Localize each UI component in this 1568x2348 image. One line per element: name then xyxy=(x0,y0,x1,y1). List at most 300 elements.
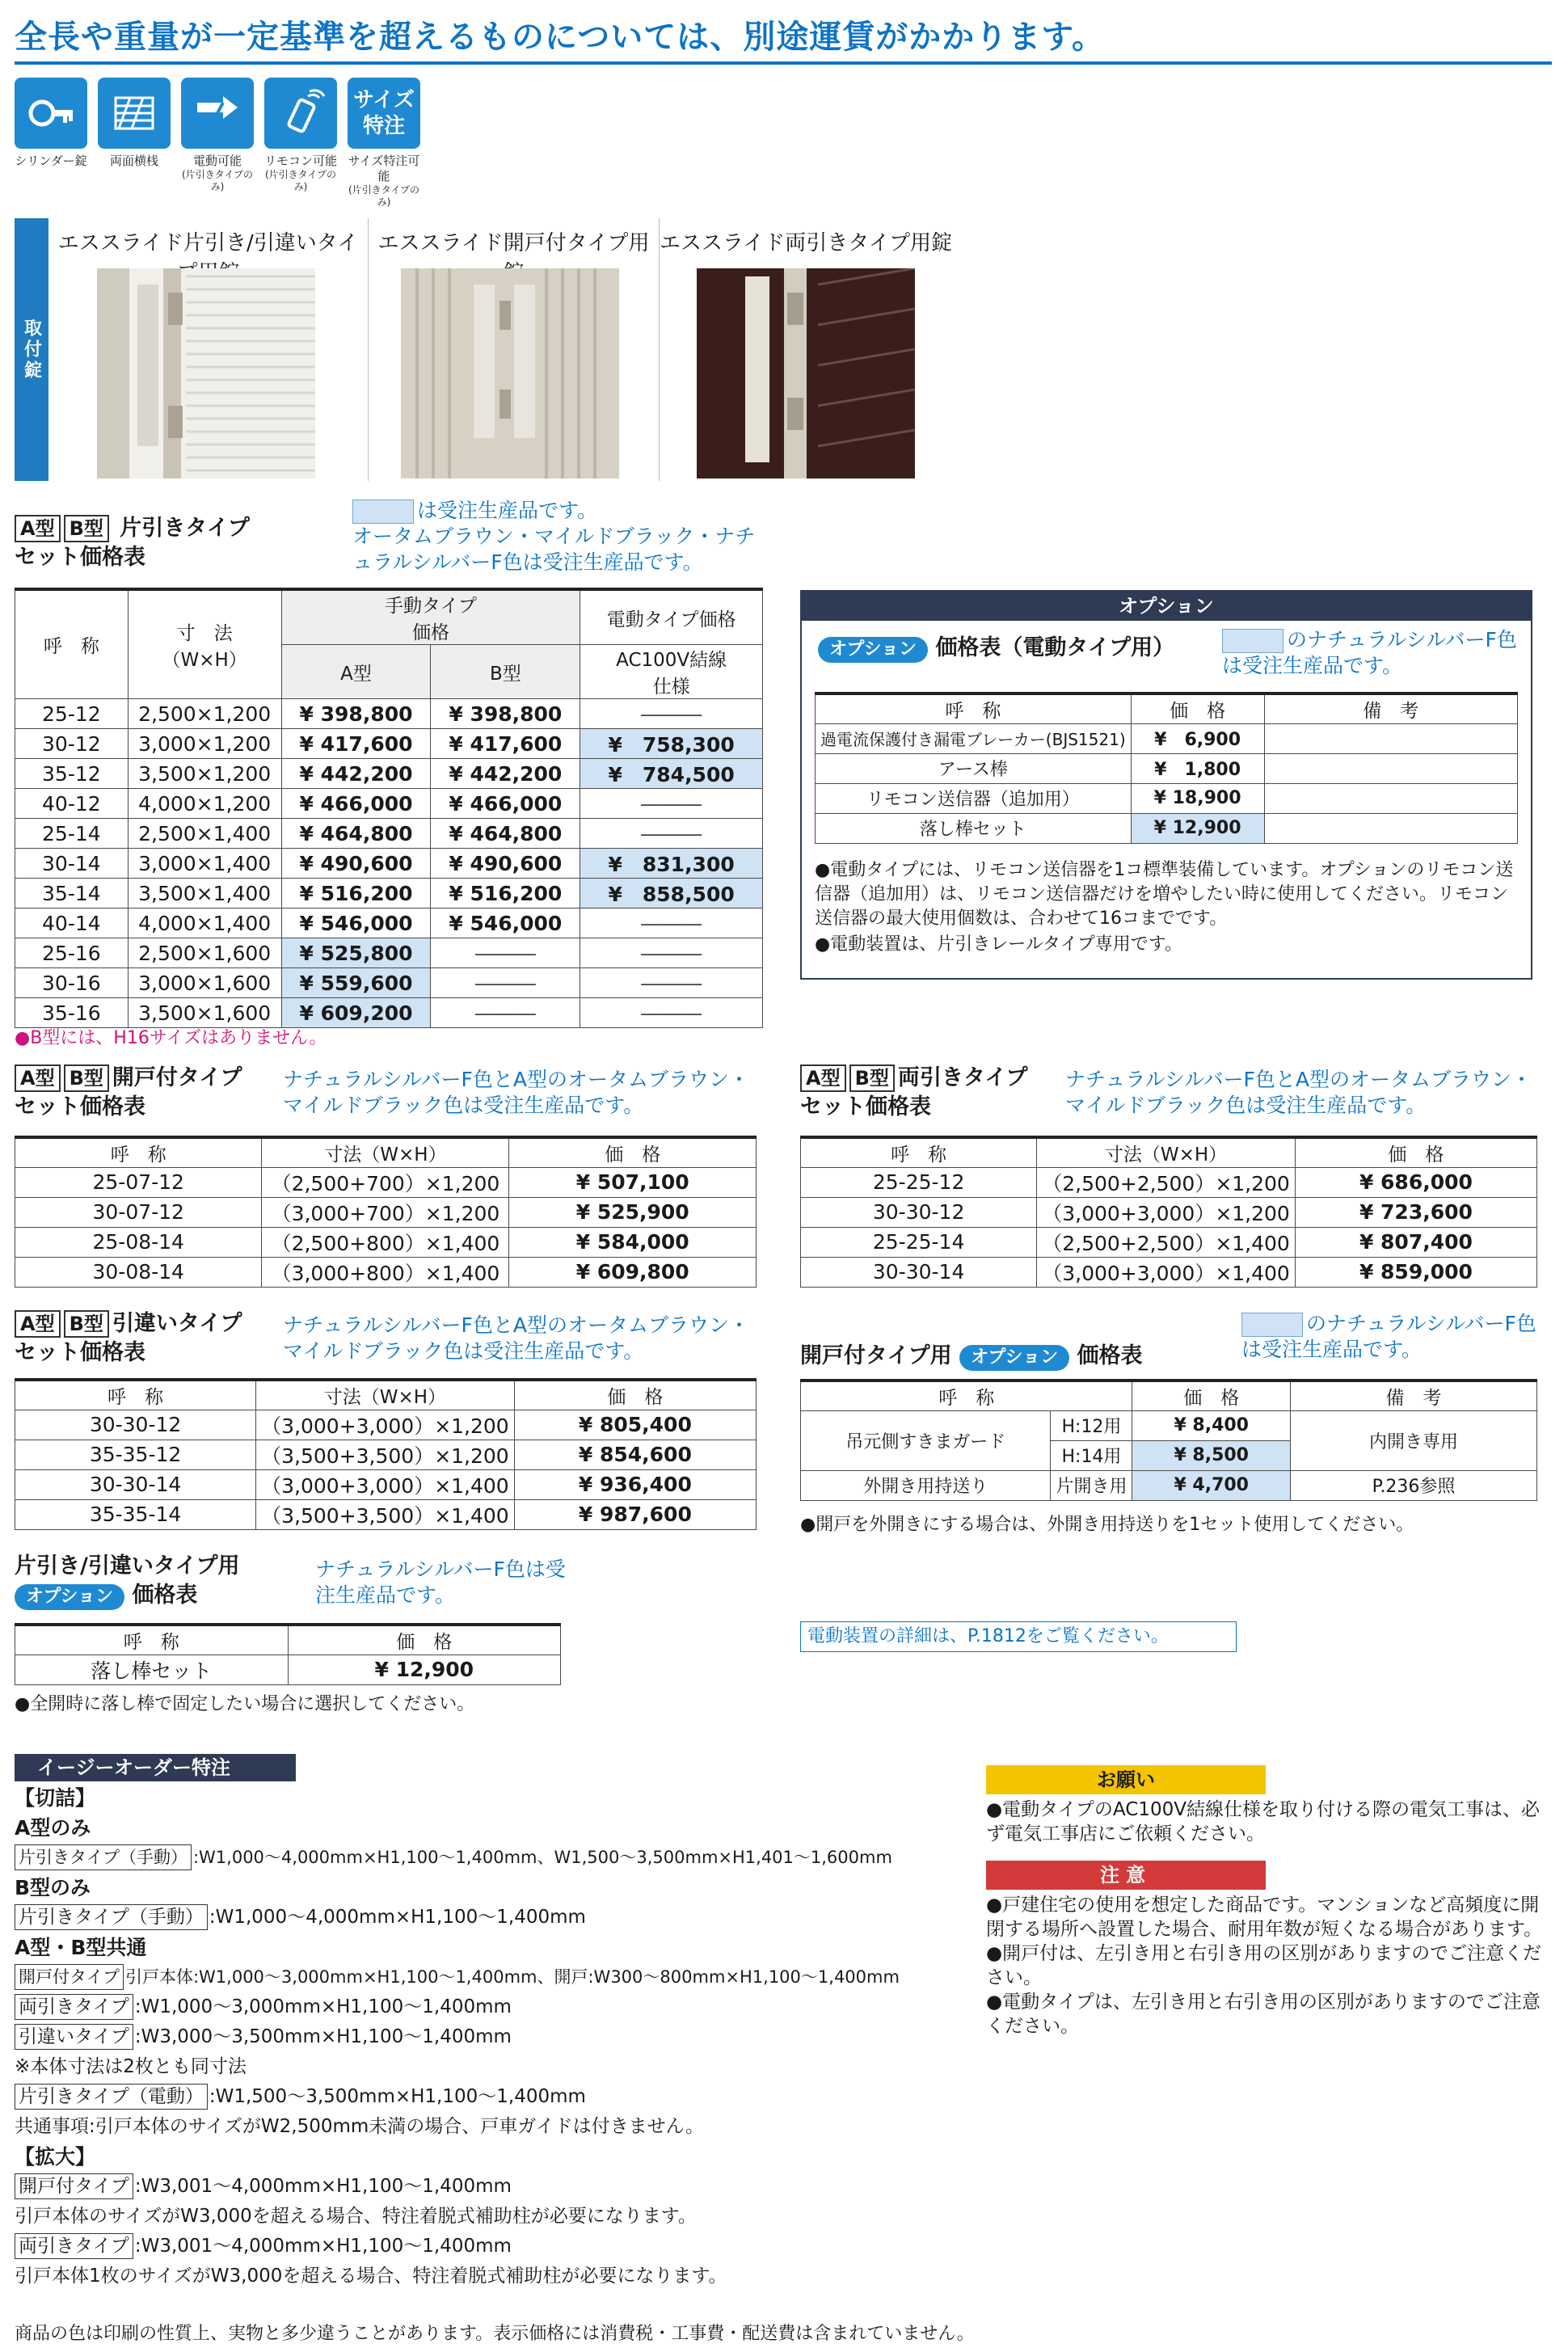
highlight-legend-swatch xyxy=(1241,1313,1303,1337)
table-row xyxy=(801,1257,1537,1287)
cell-name: 35-35-12 xyxy=(15,1440,256,1469)
order-label: 開戸付タイプ xyxy=(15,1964,124,1990)
section-title: 両引きタイプ xyxy=(897,1065,1028,1090)
col-header-size xyxy=(128,589,281,699)
cell-price-a: ¥ 609,200 xyxy=(281,998,431,1028)
order-text: :W3,000～3,500mm×H1,100～1,400mm xyxy=(134,2026,512,2047)
table-row xyxy=(15,729,763,759)
order-heading: 【拡大】 xyxy=(15,2145,96,2169)
cell-name: 落し棒セット xyxy=(816,813,1132,843)
cell-price: ¥ 8,500 xyxy=(1132,1440,1291,1470)
cell-sub: H:12用 xyxy=(1051,1410,1132,1440)
col-header-price: 価 格 xyxy=(509,1137,757,1167)
remote-control-icon xyxy=(264,78,337,149)
col-header-note: 備 考 xyxy=(1264,693,1517,723)
kaido-price-table xyxy=(15,1136,757,1288)
highlight-legend-swatch xyxy=(1222,629,1283,653)
cell-name: 30-07-12 xyxy=(15,1197,262,1227)
cell-price-b: ¥ 490,600 xyxy=(431,849,580,879)
cell-name: 35-16 xyxy=(15,998,129,1028)
cell-price-b: ¥ 464,800 xyxy=(431,819,580,849)
cell-price-a: ¥ 546,000 xyxy=(281,908,431,938)
col-header-name: 呼 称 xyxy=(15,589,129,699)
cell-price-electric: ¥ 831,300 xyxy=(580,849,763,879)
cell-size: （3,500+3,500）×1,400 xyxy=(256,1499,515,1529)
cell-size: （2,500+2,500）×1,400 xyxy=(1037,1227,1296,1257)
cell-size: （2,500+2,500）×1,200 xyxy=(1037,1167,1296,1197)
cell-price-electric: ――― xyxy=(580,968,763,998)
cell-size: 3,500×1,200 xyxy=(128,759,281,789)
table-row xyxy=(816,783,1518,813)
cell-name: 25-16 xyxy=(15,938,129,968)
cell-price: ¥ 987,600 xyxy=(514,1499,756,1529)
cell-name: 40-12 xyxy=(15,789,129,819)
option-price-table xyxy=(815,692,1518,844)
cell-name: 25-25-14 xyxy=(801,1227,1037,1257)
col-header-price: 価 格 xyxy=(1132,1381,1291,1410)
table-row xyxy=(15,1410,757,1440)
col-header-manual xyxy=(281,589,580,645)
kata-option-table xyxy=(15,1623,561,1685)
table-row xyxy=(801,1470,1537,1500)
option-pill: オプション xyxy=(818,637,928,663)
col-header-price: 価 格 xyxy=(1295,1137,1536,1167)
kata-title xyxy=(15,514,250,572)
bottom-disclaimer: 商品の色は印刷の性質上、実物と多少違うことがあります。表示価格には消費税・工事費・配送費は含まれていません。 xyxy=(15,2324,975,2344)
cell-name: 吊元側すきまガード xyxy=(801,1410,1051,1470)
option-panel-header: オプション xyxy=(802,592,1531,621)
type-a-tag: A型 xyxy=(15,1310,61,1338)
cell-price-electric: ――― xyxy=(580,819,763,849)
table-row xyxy=(15,879,763,908)
order-text: :W1,500～3,500mm×H1,100～1,400mm xyxy=(209,2086,586,2107)
option-title xyxy=(818,634,1174,663)
cell-price-b: ――― xyxy=(431,998,580,1028)
feature-label: リモコン可能 xyxy=(264,154,338,168)
size-special-icon xyxy=(348,78,420,149)
kata-price-table xyxy=(15,588,763,1028)
section-subtitle: セット価格表 xyxy=(800,1094,931,1119)
easy-order-content xyxy=(15,1783,976,2291)
table-row xyxy=(816,813,1518,843)
col-header-name: 呼 称 xyxy=(15,1137,262,1167)
table-row xyxy=(15,968,763,998)
table-row xyxy=(15,1655,561,1684)
legend-text: のナチュラルシルバーF色は受注生産品です。 xyxy=(1222,628,1517,677)
feature-double-side xyxy=(98,78,171,209)
cell-note xyxy=(1264,753,1517,783)
ryo-title xyxy=(800,1064,1028,1122)
table-row xyxy=(15,1499,757,1529)
order-note: 共通事項:引戸本体のサイズがW2,500mm未満の場合、戸車ガイドは付きません。 xyxy=(15,2116,704,2137)
caution-item: ●戸建住宅の使用を想定した商品です。マンションなど高頻度に開閉する場所へ設置した場合、耐用年数が短くなる場合があります。 xyxy=(986,1895,1543,1940)
cell-size: （2,500+700）×1,200 xyxy=(262,1167,509,1197)
feature-electric xyxy=(181,78,254,209)
cell-name: 25-12 xyxy=(15,699,129,729)
type-b-tag: B型 xyxy=(64,515,109,542)
cell-price: ¥ 807,400 xyxy=(1295,1227,1536,1257)
lock-item xyxy=(660,218,952,481)
col-header-name: 呼 称 xyxy=(801,1137,1037,1167)
cell-size: （3,000+3,000）×1,200 xyxy=(256,1410,515,1440)
order-text: :W3,001～4,000mm×H1,100～1,400mm xyxy=(134,2176,512,2197)
section-title: 引違いタイプ xyxy=(112,1311,242,1336)
section-title: 価格表 xyxy=(1077,1343,1143,1368)
col-header-name: 呼 称 xyxy=(15,1380,256,1410)
col-header-size: 寸法（W×H） xyxy=(256,1380,515,1410)
order-text: :W1,000～4,000mm×H1,100～1,400mm、W1,500～3,500mm×H1,401～1,600mm xyxy=(192,1848,892,1867)
kata-option-note: ナチュラルシルバーF色は受注生産品です。 xyxy=(315,1558,566,1607)
double-side-pattern-icon xyxy=(98,78,171,149)
lock-title: エススライド片引き/引違いタイ xyxy=(57,231,359,255)
cell-price: ¥ 12,900 xyxy=(1131,813,1264,843)
cell-name: 30-30-14 xyxy=(15,1469,256,1499)
kaido-option-legend xyxy=(1241,1311,1549,1363)
cell-note xyxy=(1264,813,1517,843)
cell-size: 4,000×1,200 xyxy=(128,789,281,819)
section-subtitle: セット価格表 xyxy=(15,1340,145,1365)
col-header-note: 備 考 xyxy=(1290,1381,1536,1410)
order-label: 片引きタイプ（手動） xyxy=(15,1904,208,1930)
cell-price-a: ¥ 559,600 xyxy=(281,968,431,998)
table-row xyxy=(15,938,763,968)
cell-sub: H:14用 xyxy=(1051,1440,1132,1470)
order-line xyxy=(15,2022,976,2052)
ryo-note: ナチュラルシルバーF色とA型のオータムブラウン・マイルドブラック色は受注生産品です。 xyxy=(1065,1068,1532,1117)
cell-price-b: ¥ 466,000 xyxy=(431,789,580,819)
cell-price: ¥ 723,600 xyxy=(1295,1197,1536,1227)
cell-note xyxy=(1264,723,1517,753)
cell-price-electric: ¥ 758,300 xyxy=(580,729,763,759)
order-line xyxy=(15,1843,976,1873)
cell-price-a: ¥ 516,200 xyxy=(281,879,431,908)
table-row xyxy=(15,849,763,879)
order-heading: A型のみ xyxy=(15,1816,91,1840)
order-label: 片引きタイプ（手動） xyxy=(15,1844,192,1870)
table-row xyxy=(15,1227,757,1257)
icon-text: サイズ xyxy=(353,88,415,112)
col-header-price: 価 格 xyxy=(288,1625,560,1655)
kaido-option-footnote: ●開戸を外開きにする場合は、外開き用持送りを1セット使用してください。 xyxy=(800,1515,1414,1535)
cell-note xyxy=(1264,783,1517,813)
cell-price: ¥ 12,900 xyxy=(288,1655,560,1684)
section-title: 片引きタイプ xyxy=(120,516,250,541)
feature-size-special xyxy=(348,78,420,209)
section-subtitle: セット価格表 xyxy=(15,1094,145,1119)
header-text: 価格 xyxy=(411,622,449,643)
kata-option-title xyxy=(15,1552,240,1610)
cell-price-electric: ――― xyxy=(580,998,763,1028)
type-a-tag: A型 xyxy=(15,1064,61,1092)
cell-price: ¥ 4,700 xyxy=(1132,1470,1291,1500)
cell-price-electric: ¥ 784,500 xyxy=(580,759,763,789)
option-pill: オプション xyxy=(959,1345,1069,1371)
cell-price-a: ¥ 417,600 xyxy=(281,729,431,759)
feature-cylinder xyxy=(15,78,87,209)
col-header-name: 呼 称 xyxy=(15,1625,289,1655)
order-line xyxy=(15,1903,976,1933)
cell-price: ¥ 525,900 xyxy=(509,1197,757,1227)
cell-price: ¥ 859,000 xyxy=(1295,1257,1536,1287)
caution-item: ●電動タイプは、左引き用と右引き用の区別がありますのでご注意ください。 xyxy=(986,1992,1541,2037)
col-header-electric: 電動タイプ価格 xyxy=(580,589,763,645)
cell-size: （3,500+3,500）×1,200 xyxy=(256,1440,515,1469)
page-headline: 全長や重量が一定基準を超えるものについては、別途運賃がかかります。 xyxy=(15,19,1105,56)
cell-price-b: ¥ 516,200 xyxy=(431,879,580,908)
cell-name: 30-14 xyxy=(15,849,129,879)
order-text: :W1,000～3,000mm×H1,100～1,400mm xyxy=(134,1996,512,2017)
cell-price: ¥ 1,800 xyxy=(1131,753,1264,783)
cell-price: ¥ 936,400 xyxy=(514,1469,756,1499)
cell-size: 3,000×1,200 xyxy=(128,729,281,759)
table-row xyxy=(15,1440,757,1469)
cell-price: ¥ 584,000 xyxy=(509,1227,757,1257)
table-row xyxy=(15,819,763,849)
cell-size: 3,000×1,400 xyxy=(128,849,281,879)
order-label: 両引きタイプ xyxy=(15,2233,133,2259)
feature-label: サイズ特注可能 xyxy=(348,154,420,183)
cell-price: ¥ 507,100 xyxy=(509,1167,757,1197)
type-b-tag: B型 xyxy=(64,1064,109,1092)
order-text: :W1,000～4,000mm×H1,100～1,400mm xyxy=(209,1907,586,1928)
cell-name: 35-14 xyxy=(15,879,129,908)
order-note: 引戸本体のサイズがW3,000を超える場合、特注着脱式補助柱が必要になります。 xyxy=(15,2206,697,2227)
kaido-option-table xyxy=(800,1379,1537,1501)
order-line xyxy=(15,1962,976,1992)
hikichigai-title xyxy=(15,1309,242,1368)
feature-icons xyxy=(15,78,420,209)
cell-name: アース棒 xyxy=(816,753,1132,783)
lock-photo xyxy=(697,268,915,478)
lock-item xyxy=(369,218,660,481)
cell-price-a: ¥ 398,800 xyxy=(281,699,431,729)
feature-label: 電動可能 xyxy=(192,154,242,168)
table-row xyxy=(816,723,1518,753)
kata-footnote: ●B型には、H16サイズはありません。 xyxy=(15,1028,327,1048)
order-label: 引違いタイプ xyxy=(15,2024,133,2050)
cell-name: 外開き用持送り xyxy=(801,1470,1051,1500)
table-row xyxy=(15,1167,757,1197)
order-heading: B型のみ xyxy=(15,1876,91,1899)
table-row xyxy=(15,759,763,789)
table-row xyxy=(15,1257,757,1287)
note-text: オータムブラウン・マイルドブラック・ナチュラルシルバーF色は受注生産品です。 xyxy=(352,525,756,574)
order-line xyxy=(15,2172,976,2202)
order-text: 引戸本体:W1,000～3,000mm×H1,100～1,400mm、開戸:W300～800mm×H1,100～1,400mm xyxy=(124,1967,900,1987)
cell-name: 25-08-14 xyxy=(15,1227,262,1257)
kaido-option-title xyxy=(800,1342,1143,1371)
hikichigai-note: ナチュラルシルバーF色とA型のオータムブラウン・マイルドブラック色は受注生産品です。 xyxy=(283,1313,749,1363)
cell-name: 35-12 xyxy=(15,759,129,789)
cell-name: 30-16 xyxy=(15,968,129,998)
cell-size: （3,000+3,000）×1,400 xyxy=(1037,1257,1296,1287)
cell-name: 落し棒セット xyxy=(15,1655,289,1684)
col-header-price: 価 格 xyxy=(1131,693,1264,723)
cell-price: ¥ 6,900 xyxy=(1131,723,1264,753)
cell-price: ¥ 805,400 xyxy=(514,1410,756,1440)
lock-title: エススライド開戸付タイプ用 xyxy=(377,231,650,255)
col-header-name: 呼 称 xyxy=(801,1381,1132,1410)
option-title-text: 価格表（電動タイプ用） xyxy=(935,635,1175,660)
cell-size: 2,500×1,600 xyxy=(128,938,281,968)
cell-name: 30-30-14 xyxy=(801,1257,1037,1287)
header-text: 手動タイプ xyxy=(385,596,477,617)
highlight-legend-swatch xyxy=(352,500,414,524)
lock-title: エススライド両引きタイプ用錠 xyxy=(660,231,952,255)
cell-price-a: ¥ 442,200 xyxy=(281,759,431,789)
option-note: ●電動装置は、片引きレールタイプ専用です。 xyxy=(815,934,1183,955)
order-note: ※本体寸法は2枚とも同寸法 xyxy=(15,2056,247,2077)
feature-label: 両面横桟 xyxy=(109,154,158,168)
lock-section xyxy=(15,218,952,481)
col-header-ac xyxy=(580,645,763,699)
feature-sub: (片引きタイプのみ) xyxy=(348,184,420,208)
cell-name: 35-35-14 xyxy=(15,1499,256,1529)
table-row xyxy=(816,753,1518,783)
header-text: AC100V結線 xyxy=(616,650,727,671)
header-text: （W×H） xyxy=(162,649,247,671)
col-header-b: B型 xyxy=(431,645,580,699)
type-a-tag: A型 xyxy=(15,515,61,542)
option-panel xyxy=(800,590,1532,980)
cell-name: 30-30-12 xyxy=(15,1410,256,1440)
cell-price: ¥ 609,800 xyxy=(509,1257,757,1287)
cell-price-a: ¥ 525,800 xyxy=(281,938,431,968)
table-row xyxy=(801,1410,1537,1440)
legend-text: のナチュラルシルバーF色は受注生産品です。 xyxy=(1241,1312,1536,1361)
electric-icon xyxy=(181,78,254,149)
cell-size: （2,500+800）×1,400 xyxy=(262,1227,509,1257)
cell-size: 2,500×1,200 xyxy=(128,699,281,729)
ryo-price-table xyxy=(800,1136,1537,1288)
request-ribbon: お願い xyxy=(986,1765,1266,1794)
header-text: 仕様 xyxy=(652,677,690,698)
section-title: 開戸付タイプ用 xyxy=(800,1343,952,1368)
cell-name: 25-14 xyxy=(15,819,129,849)
cell-price: ¥ 8,400 xyxy=(1132,1410,1291,1440)
order-heading: A型・B型共通 xyxy=(15,1936,147,1959)
cell-price-electric: ――― xyxy=(580,699,763,729)
table-row xyxy=(801,1197,1537,1227)
legend-text: は受注生産品です。 xyxy=(417,499,598,522)
table-row xyxy=(15,1197,757,1227)
electric-detail-link[interactable]: 電動装置の詳細は、P.1812をご覧ください。 xyxy=(800,1621,1237,1652)
cell-price-a: ¥ 466,000 xyxy=(281,789,431,819)
cell-name: 40-14 xyxy=(15,908,129,938)
type-b-tag: B型 xyxy=(849,1064,895,1092)
lock-item xyxy=(48,218,369,481)
section-title: 開戸付タイプ xyxy=(112,1065,242,1090)
headline-rule xyxy=(15,61,1552,65)
table-row xyxy=(15,998,763,1028)
lock-photo xyxy=(97,268,315,478)
cell-size: （3,000+800）×1,400 xyxy=(262,1257,509,1287)
order-label: 片引きタイプ（電動） xyxy=(15,2084,208,2110)
hikichigai-price-table xyxy=(15,1378,757,1530)
order-heading: 【切詰】 xyxy=(15,1786,96,1810)
caution-list xyxy=(986,1893,1544,2038)
section-title: 片引き/引違いタイプ用 xyxy=(15,1553,240,1579)
caution-ribbon: 注意 xyxy=(986,1861,1266,1890)
cell-name: 30-08-14 xyxy=(15,1257,262,1287)
type-a-tag: A型 xyxy=(800,1064,846,1092)
table-row xyxy=(15,908,763,938)
option-pill: オプション xyxy=(15,1584,124,1610)
cell-size: 4,000×1,400 xyxy=(128,908,281,938)
order-line xyxy=(15,2232,976,2262)
cell-size: （3,000+3,000）×1,200 xyxy=(1037,1197,1296,1227)
col-header-name: 呼 称 xyxy=(816,693,1132,723)
cell-price-a: ¥ 464,800 xyxy=(281,819,431,849)
feature-remote xyxy=(264,78,337,209)
col-header-size: 寸法（W×H） xyxy=(262,1137,509,1167)
cell-name: 30-30-12 xyxy=(801,1197,1037,1227)
cell-price-b: ¥ 417,600 xyxy=(431,729,580,759)
caution-item: ●開戸付は、左引き用と右引き用の区別がありますのでご注意ください。 xyxy=(986,1943,1542,1988)
cell-size: 3,000×1,600 xyxy=(128,968,281,998)
table-row xyxy=(15,789,763,819)
option-note: ●電動タイプには、リモコン送信器を1コ標準装備しています。オプションのリモコン送信器（追加用）は、リモコン送信器だけを増やしたい時に使用してください。リモコン送信器の最大使用個数は、合わせて16コまでです。 xyxy=(815,860,1514,929)
order-line xyxy=(15,1992,976,2022)
type-b-tag: B型 xyxy=(64,1310,109,1338)
cell-name: 過電流保護付き漏電ブレーカー(BJS1521) xyxy=(816,723,1132,753)
section-subtitle: セット価格表 xyxy=(15,545,145,570)
kaido-title xyxy=(15,1064,242,1122)
col-header-a: A型 xyxy=(281,645,431,699)
table-row xyxy=(15,1469,757,1499)
feature-sub: (片引きタイプのみ) xyxy=(181,169,254,192)
order-label: 両引きタイプ xyxy=(15,1994,133,2020)
cell-name: リモコン送信器（追加用） xyxy=(816,783,1132,813)
cell-note: P.236参照 xyxy=(1290,1470,1536,1500)
cell-sub: 片開き用 xyxy=(1051,1470,1132,1500)
cell-price-b: ¥ 398,800 xyxy=(431,699,580,729)
cell-price: ¥ 18,900 xyxy=(1131,783,1264,813)
kata-option-footnote: ●全開時に落し棒で固定したい場合に選択してください。 xyxy=(15,1694,475,1714)
order-line xyxy=(15,2082,976,2112)
icon-text: 特注 xyxy=(362,114,405,138)
table-row xyxy=(801,1167,1537,1197)
cell-name: 25-25-12 xyxy=(801,1167,1037,1197)
cell-size: （3,000+3,000）×1,400 xyxy=(256,1469,515,1499)
cell-note: 内開き専用 xyxy=(1290,1410,1536,1470)
cell-size: 3,500×1,600 xyxy=(128,998,281,1028)
request-text: ●電動タイプのAC100V結線仕様を取り付ける際の電気工事は、必ず電気工事店にご依頼ください。 xyxy=(986,1799,1540,1844)
table-row xyxy=(801,1227,1537,1257)
order-text: :W3,001～4,000mm×H1,100～1,400mm xyxy=(134,2236,512,2257)
feature-sub: (片引きタイプのみ) xyxy=(264,169,337,192)
cell-price-electric: ¥ 858,500 xyxy=(580,879,763,908)
option-legend xyxy=(1222,627,1529,679)
order-note: 引戸本体1枚のサイズがW3,000を超える場合、特注着脱式補助柱が必要になります。 xyxy=(15,2266,727,2287)
table-row xyxy=(15,699,763,729)
order-label: 開戸付タイプ xyxy=(15,2173,133,2199)
cell-size: （3,000+700）×1,200 xyxy=(262,1197,509,1227)
cell-price-b: ¥ 442,200 xyxy=(431,759,580,789)
lock-photo xyxy=(401,268,619,478)
easy-order-ribbon: イージーオーダー特注 xyxy=(15,1754,296,1781)
cell-price-b: ――― xyxy=(431,938,580,968)
cell-price: ¥ 686,000 xyxy=(1295,1167,1536,1197)
cell-price-electric: ――― xyxy=(580,789,763,819)
lock-side-label: 取付錠 xyxy=(15,218,48,481)
cylinder-key-icon xyxy=(15,78,87,149)
feature-label: シリンダー錠 xyxy=(15,154,87,168)
cell-price-b: ――― xyxy=(431,968,580,998)
cell-price: ¥ 854,600 xyxy=(514,1440,756,1469)
kata-note xyxy=(352,498,757,575)
col-header-size: 寸法（W×H） xyxy=(1037,1137,1296,1167)
